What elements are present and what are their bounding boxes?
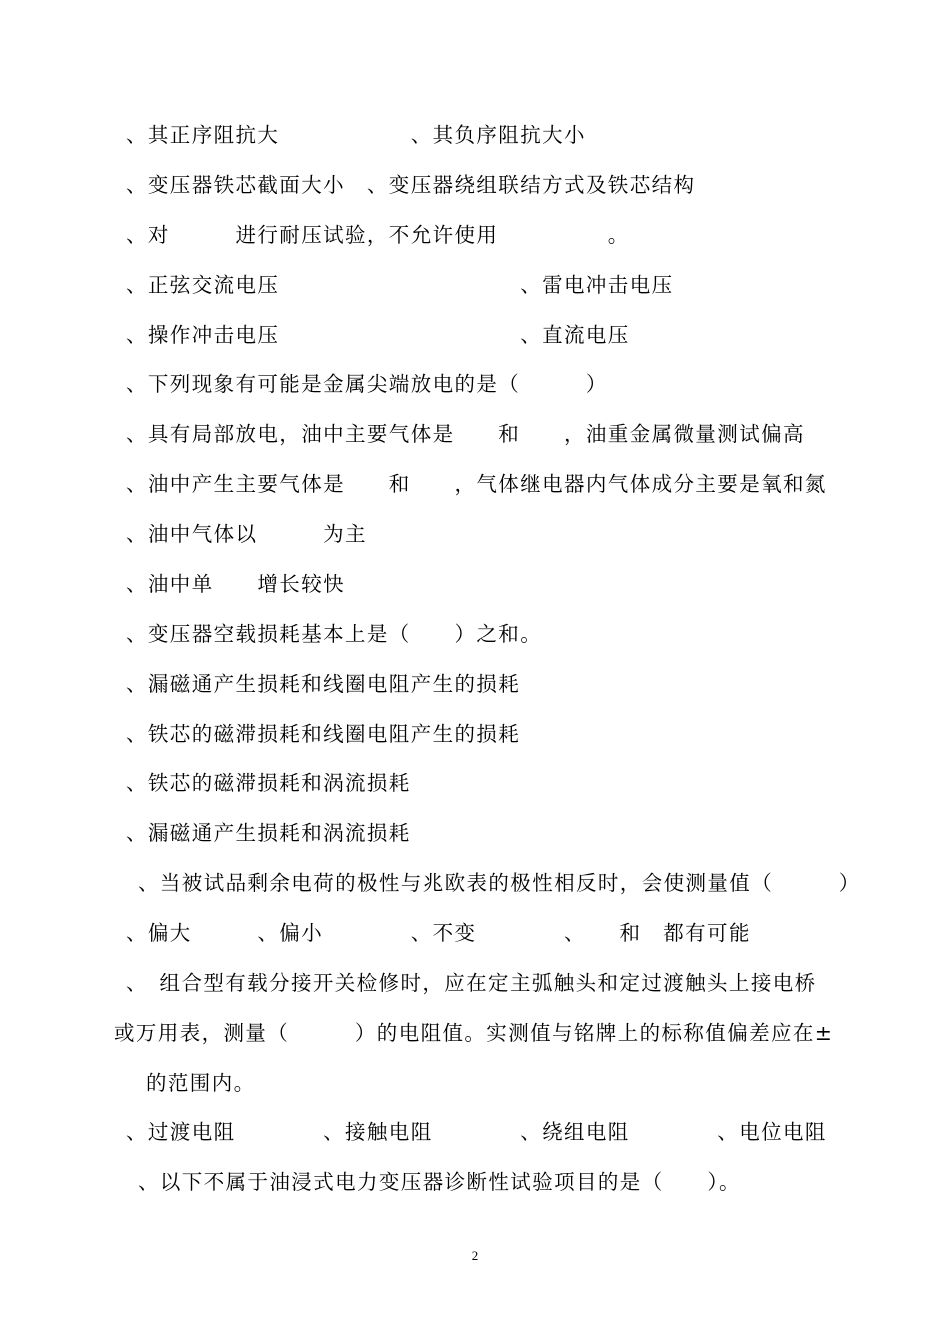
text-line-12: 、漏磁通产生损耗和线圈电阻产生的损耗 bbox=[126, 672, 521, 696]
text-line-15: 、漏磁通产生损耗和涡流损耗 bbox=[126, 821, 411, 845]
text-line-17: 、偏大 、偏小 、不变 、 和 都有可能 bbox=[126, 921, 751, 945]
text-line-2: 、变压器铁芯截面大小 、变压器绕组联结方式及铁芯结构 bbox=[126, 173, 696, 197]
text-line-10: 、油中单 增长较快 bbox=[126, 572, 345, 596]
text-line-22: 、以下不属于油浸式电力变压器诊断性试验项目的是（ ）。 bbox=[138, 1170, 741, 1194]
text-line-4: 、正弦交流电压 、雷电冲击电压 bbox=[126, 273, 674, 297]
text-line-20: 的范围内。 bbox=[146, 1071, 256, 1095]
text-line-18: 、 组合型有载分接开关检修时，应在定主弧触头和定过渡触头上接电桥 bbox=[126, 971, 817, 995]
text-line-16: 、当被试品剩余电荷的极性与兆欧表的极性相反时，会使测量值（ ） bbox=[138, 871, 861, 895]
text-line-14: 、铁芯的磁滞损耗和涡流损耗 bbox=[126, 771, 411, 795]
text-line-19: 或万用表，测量（ ）的电阻值。实测值与铭牌上的标称值偏差应在± bbox=[114, 1021, 834, 1045]
text-line-8: 、油中产生主要气体是 和 ，气体继电器内气体成分主要是氧和氮 bbox=[126, 472, 827, 496]
text-line-11: 、变压器空载损耗基本上是（ ）之和。 bbox=[126, 622, 543, 646]
text-line-3: 、对 进行耐压试验，不允许使用 。 bbox=[126, 223, 630, 247]
page-number: 2 bbox=[471, 1248, 479, 1263]
text-line-1: 、其正序阻抗大 、其负序阻抗大小 bbox=[126, 123, 586, 147]
text-line-5: 、操作冲击电压 、直流电压 bbox=[126, 323, 630, 347]
text-line-13: 、铁芯的磁滞损耗和线圈电阻产生的损耗 bbox=[126, 722, 521, 746]
text-line-21: 、过渡电阻 、接触电阻 、绕组电阻 、电位电阻 bbox=[126, 1120, 827, 1144]
text-line-9: 、油中气体以 为主 bbox=[126, 522, 367, 546]
text-line-7: 、具有局部放电，油中主要气体是 和 ，油重金属微量测试偏高 bbox=[126, 422, 805, 446]
text-line-6: 、下列现象有可能是金属尖端放电的是（ ） bbox=[126, 372, 608, 396]
